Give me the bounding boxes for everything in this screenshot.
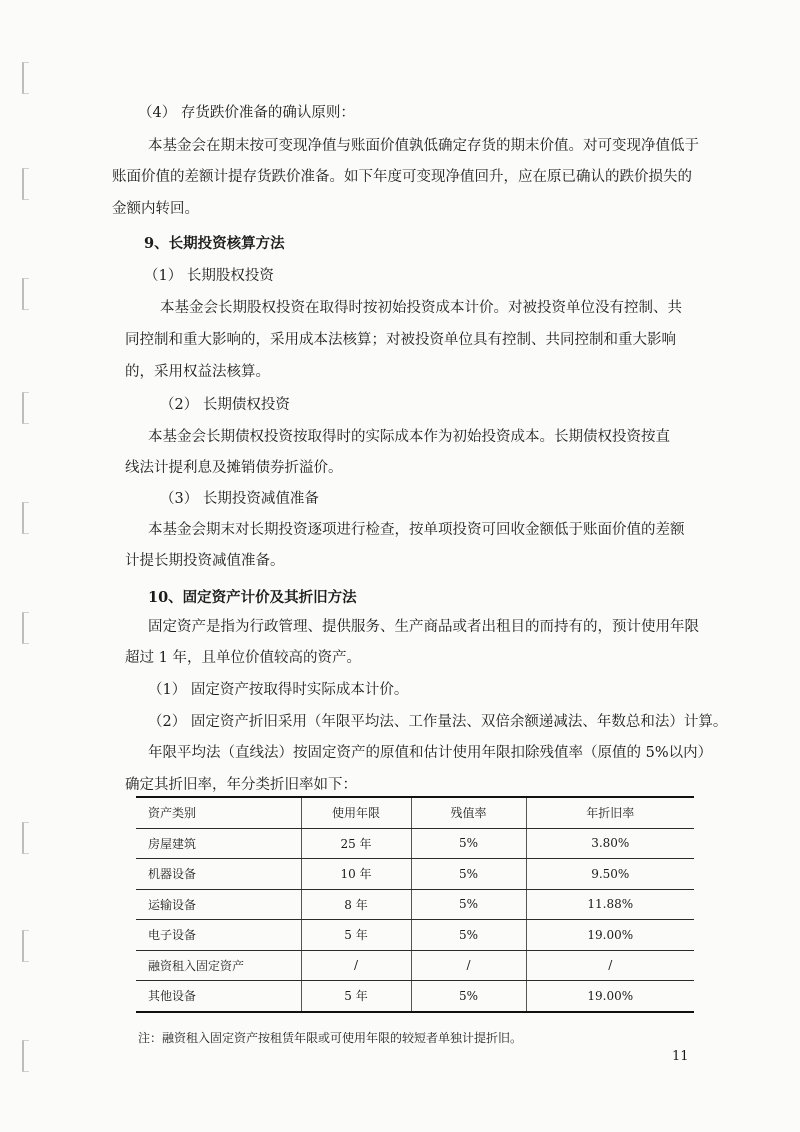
binder-mark bbox=[22, 168, 29, 200]
table-cell: 5% bbox=[411, 859, 526, 890]
paragraph-line: 线法计提利息及摊销债券折溢价。 bbox=[125, 460, 343, 476]
paragraph-line: 账面价值的差额计提存货跌价准备。如下年度可变现净值回升，应在原已确认的跌价损失的 bbox=[112, 169, 692, 185]
table-row bbox=[136, 859, 694, 890]
paragraph-line: 本基金会长期债权投资按取得时的实际成本作为初始投资成本。长期债权投资按直 bbox=[148, 429, 670, 445]
binder-mark bbox=[22, 1040, 29, 1072]
binder-mark bbox=[22, 392, 29, 424]
table-cell: 19.00% bbox=[526, 981, 694, 1012]
paragraph-line: 本基金会长期股权投资在取得时按初始投资成本计价。对被投资单位没有控制、共 bbox=[160, 300, 682, 316]
table-cell: 3.80% bbox=[526, 828, 694, 859]
table-cell: 5% bbox=[411, 920, 526, 951]
table-cell: 25 年 bbox=[301, 828, 411, 859]
binder-mark bbox=[22, 502, 29, 534]
column-header-annual-rate: 年折旧率 bbox=[526, 797, 694, 828]
table-cell: 其他设备 bbox=[136, 981, 301, 1012]
table-cell: 5% bbox=[411, 828, 526, 859]
paragraph-line: 本基金会期末对长期投资逐项进行检查，按单项投资可回收金额低于账面价值的差额 bbox=[148, 522, 685, 538]
table-cell: 8 年 bbox=[301, 889, 411, 920]
table-cell: 5% bbox=[411, 889, 526, 920]
table-cell: 融资租入固定资产 bbox=[136, 950, 301, 981]
table-cell: 5% bbox=[411, 981, 526, 1012]
table-cell: 9.50% bbox=[526, 859, 694, 890]
table-row bbox=[136, 828, 694, 859]
binder-mark bbox=[22, 612, 29, 644]
binder-mark bbox=[22, 62, 29, 94]
paragraph-line: 本基金会在期末按可变现净值与账面价值孰低确定存货的期末价值。对可变现净值低于 bbox=[148, 138, 699, 154]
paragraph-line: 年限平均法（直线法）按固定资产的原值和估计使用年限扣除残值率（原值的 5%以内） bbox=[148, 745, 713, 761]
table-cell: 11.88% bbox=[526, 889, 694, 920]
paragraph-line: （2） 固定资产折旧采用（年限平均法、工作量法、双倍余额递减法、年数总和法）计算。 bbox=[148, 714, 728, 730]
table-cell: 5 年 bbox=[301, 981, 411, 1012]
paragraph-line: 确定其折旧率，年分类折旧率如下： bbox=[125, 777, 357, 793]
table-cell: 10 年 bbox=[301, 859, 411, 890]
table-cell: 房屋建筑 bbox=[136, 828, 301, 859]
table-header-row bbox=[136, 797, 694, 828]
table-cell: / bbox=[301, 950, 411, 981]
paragraph-line: 的，采用权益法核算。 bbox=[125, 364, 270, 380]
table-cell: 5 年 bbox=[301, 920, 411, 951]
column-header-residual-rate: 残值率 bbox=[411, 797, 526, 828]
paragraph-line: 固定资产是指为行政管理、提供服务、生产商品或者出租目的而持有的，预计使用年限 bbox=[148, 619, 699, 635]
paragraph-line: 超过 1 年，且单位价值较高的资产。 bbox=[125, 650, 361, 666]
binder-mark bbox=[22, 278, 29, 310]
section-heading-long-term-investment: 9、长期投资核算方法 bbox=[144, 235, 285, 252]
column-header-asset-category: 资产类别 bbox=[136, 797, 301, 828]
section-heading-fixed-assets: 10、固定资产计价及其折旧方法 bbox=[148, 589, 357, 606]
binder-mark bbox=[22, 930, 29, 962]
paragraph-line: （1） 固定资产按取得时实际成本计价。 bbox=[148, 682, 409, 698]
table-cell: / bbox=[526, 950, 694, 981]
table-row bbox=[136, 950, 694, 981]
table-cell: 电子设备 bbox=[136, 920, 301, 951]
binder-mark bbox=[22, 822, 29, 854]
table-cell: 运输设备 bbox=[136, 889, 301, 920]
column-header-useful-life: 使用年限 bbox=[301, 797, 411, 828]
subsection-heading: （3） 长期投资减值准备 bbox=[160, 491, 319, 507]
table-cell: 19.00% bbox=[526, 920, 694, 951]
paragraph-line: 计提长期投资减值准备。 bbox=[125, 553, 285, 569]
paragraph-line: 同控制和重大影响的，采用成本法核算；对被投资单位具有控制、共同控制和重大影响 bbox=[125, 332, 676, 348]
page-number: 11 bbox=[672, 1049, 689, 1064]
table-row bbox=[136, 981, 694, 1012]
table-row bbox=[136, 920, 694, 951]
paragraph-line: 金额内转回。 bbox=[112, 201, 199, 217]
subsection-heading: （1） 长期股权投资 bbox=[144, 268, 274, 284]
table-cell: / bbox=[411, 950, 526, 981]
subsection-heading: （2） 长期债权投资 bbox=[160, 397, 290, 413]
table-footnote: 注：融资租入固定资产按租赁年限或可使用年限的较短者单独计提折旧。 bbox=[138, 1031, 523, 1045]
section-heading-inventory: （4） 存货跌价准备的确认原则： bbox=[138, 105, 355, 121]
table-cell: 机器设备 bbox=[136, 859, 301, 890]
depreciation-rate-table bbox=[136, 796, 694, 1013]
table-row bbox=[136, 889, 694, 920]
